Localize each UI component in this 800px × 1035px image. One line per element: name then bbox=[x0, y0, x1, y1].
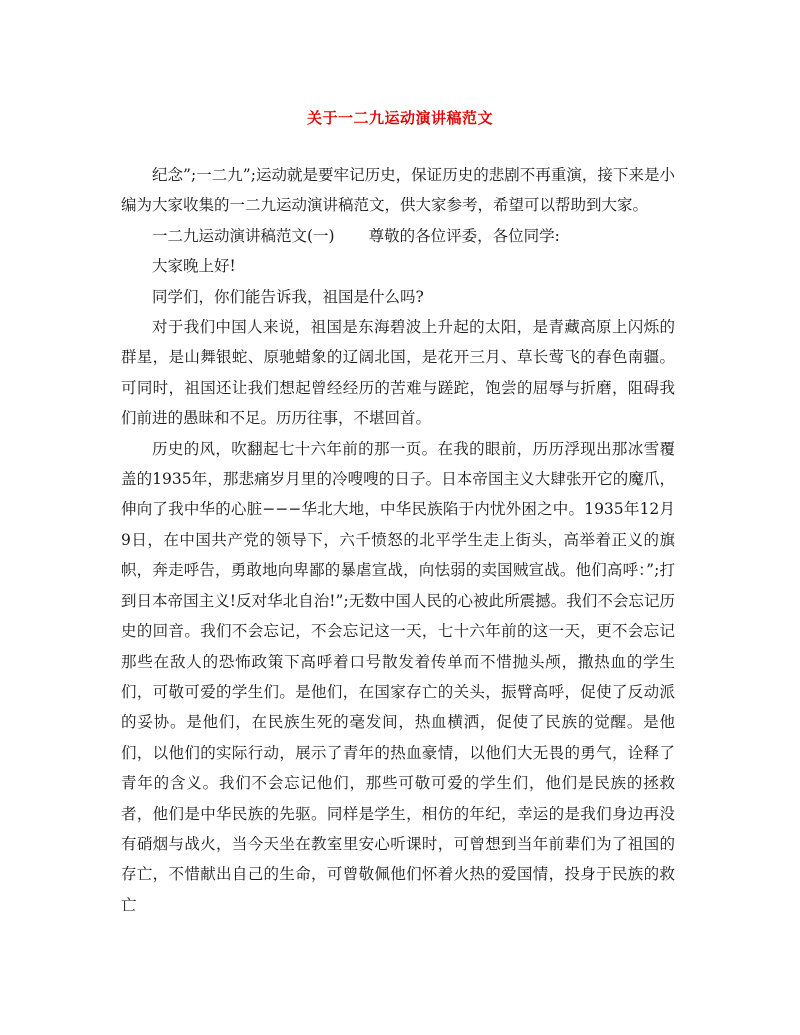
document-body bbox=[121, 160, 675, 920]
greeting-paragraph: 大家晚上好! bbox=[152, 257, 236, 276]
section-heading-line bbox=[121, 221, 675, 251]
question-paragraph: 同学们，你们能告诉我，祖国是什么吗? bbox=[152, 287, 424, 306]
section-heading: 一二九运动演讲稿范文(一) bbox=[152, 226, 335, 245]
salutation: 尊敬的各位评委，各位同学: bbox=[368, 226, 560, 245]
motherland-paragraph: 对于我们中国人来说，祖国是东海碧波上升起的太阳，是青藏高原上闪烁的群星，是山舞银蛇、原驰蜡象的辽阔北国，是花开三月、草长莺飞的春色南疆。可同时，祖国还让我们想起曾经经历的苦难与蹉跎，饱尝的屈辱与折磨，阻碍我们前进的愚昧和不足。历历往事，不堪回首。 bbox=[121, 318, 675, 428]
document-title: 关于一二九运动演讲稿范文 bbox=[306, 109, 493, 127]
intro-paragraph: 纪念”;一二九”;运动就是要牢记历史，保证历史的悲剧不再重演，接下来是小编为大家收集的一二九运动演讲稿范文，供大家参考，希望可以帮助到大家。 bbox=[121, 166, 675, 215]
history-paragraph: 历史的风，吹翻起七十六年前的那一页。在我的眼前，历历浮现出那冰雪覆盖的1935年，那悲痛岁月里的冷嗖嗖的日子。日本帝国主义大肆张开它的魔爪，伸向了我中华的心脏−−−华北大地，中华民族陷于内忧外困之中。1935年12月9日，在中国共产党的领导下，六千愤怒的北平学生走上街头，高举着正义的旗帜，奔走呼告，勇敢地向卑鄙的暴虐宣战，向怯弱的卖国贼宣战。他们高呼：”;打到日本帝国主义!反对华北自治!”;无数中国人民的心被此所震撼。我们不会忘记历史的回音。我们不会忘记，不会忘记这一天，七十六年前的这一天，更不会忘记那些在敌人的恐怖政策下高呼着口号散发着传单而不惜抛头颅，撒热血的学生们，可敬可爱的学生们。是他们，在国家存亡的关头，振臂高呼，促使了反动派的妥协。是他们，在民族生死的毫发间，热血横洒，促使了民族的觉醒。是他们，以他们的实际行动，展示了青年的热血豪情，以他们大无畏的勇气，诠释了青年的含义。我们不会忘记他们，那些可敬可爱的学生们，他们是民族的拯救者，他们是中华民族的先驱。同样是学生，相仿的年纪，幸运的是我们身边再没有硝烟与战火，当今天坐在教室里安心听课时，可曾想到当年前辈们为了祖国的存亡，不惜献出自己的生命，可曾敬佩他们怀着火热的爱国情，投身于民族的救亡 bbox=[121, 439, 675, 914]
